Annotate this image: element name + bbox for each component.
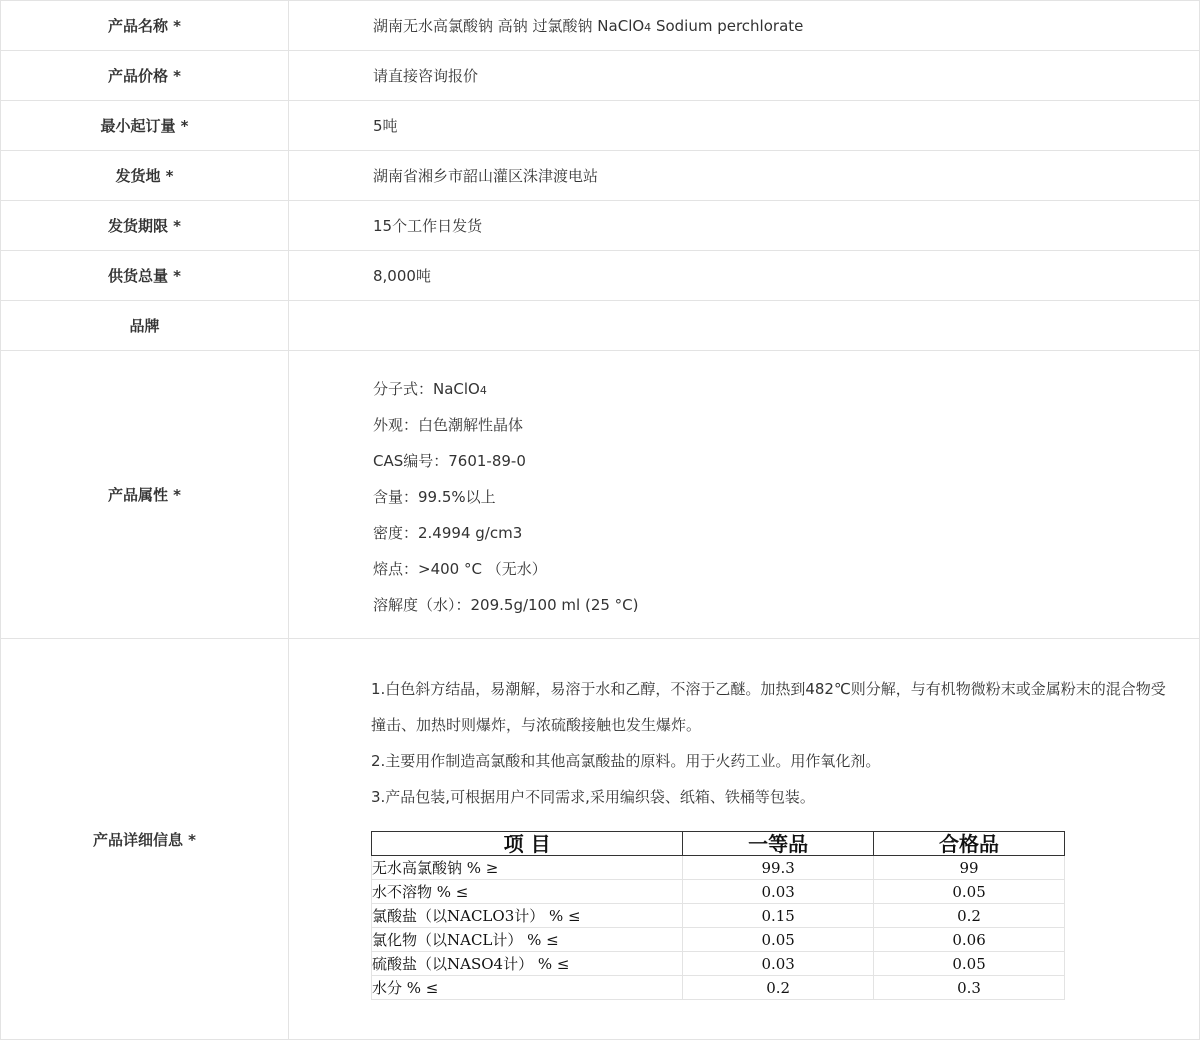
value-supply-total: 8,000吨 xyxy=(289,251,1200,301)
value-ship-from: 湖南省湘乡市韶山灌区洙津渡电站 xyxy=(289,151,1200,201)
grade-header-qualified: 合格品 xyxy=(874,832,1065,856)
attribute-melting-point: 熔点：>400 °C （无水） xyxy=(373,559,547,578)
product-name-subscript: 4 xyxy=(644,21,652,34)
label-min-order: 最小起订量 * xyxy=(1,101,289,151)
grade-cell-name: 氯化物（以NACL计） % ≤ xyxy=(372,928,683,952)
grade-cell-qualified: 0.3 xyxy=(874,976,1065,1000)
details-content xyxy=(289,639,1199,1000)
label-product-name: 产品名称 * xyxy=(1,1,289,51)
details-paragraph-1: 1.白色斜方结晶，易潮解，易溶于水和乙醇，不溶于乙醚。加热到482℃则分解，与有机物微粉末或金属粉末的混合物受撞击、加热时则爆炸，与浓硫酸接触也发生爆炸。 xyxy=(371,680,1166,734)
details-paragraph-3: 3.产品包装,可根据用户不同需求,采用编织袋、纸箱、铁桶等包装。 xyxy=(371,788,815,806)
attribute-density: 密度：2.4994 g/cm3 xyxy=(373,523,523,542)
grade-cell-name: 水不溶物 % ≤ xyxy=(372,880,683,904)
attribute-content: 含量：99.5%以上 xyxy=(373,487,496,506)
grade-header-first: 一等品 xyxy=(683,832,874,856)
grade-row xyxy=(372,976,1065,1000)
attribute-solubility: 溶解度（水）：209.5g/100 ml (25 °C) xyxy=(373,595,639,614)
row-min-order xyxy=(1,101,1200,151)
grade-cell-first: 0.05 xyxy=(683,928,874,952)
grade-cell-name: 氯酸盐（以NACLO3计） % ≤ xyxy=(372,904,683,928)
grade-cell-qualified: 0.2 xyxy=(874,904,1065,928)
details-paragraph-2: 2.主要用作制造高氯酸和其他高氯酸盐的原料。用于火药工业。用作氧化剂。 xyxy=(371,752,881,770)
grade-cell-first: 0.03 xyxy=(683,880,874,904)
formula-subscript: 4 xyxy=(479,383,487,397)
grade-cell-first: 0.2 xyxy=(683,976,874,1000)
label-ship-from: 发货地 * xyxy=(1,151,289,201)
row-price xyxy=(1,51,1200,101)
grade-header-item: 项 目 xyxy=(372,832,683,856)
grade-row xyxy=(372,928,1065,952)
grade-cell-name: 无水高氯酸钠 % ≥ xyxy=(372,856,683,880)
row-details xyxy=(1,639,1200,1040)
label-price: 产品价格 * xyxy=(1,51,289,101)
grade-cell-first: 0.15 xyxy=(683,904,874,928)
label-ship-time: 发货期限 * xyxy=(1,201,289,251)
grade-row xyxy=(372,904,1065,928)
grade-table-header xyxy=(372,832,1065,856)
grade-cell-name: 水分 % ≤ xyxy=(372,976,683,1000)
grade-cell-qualified: 0.06 xyxy=(874,928,1065,952)
row-ship-time xyxy=(1,201,1200,251)
row-product-name xyxy=(1,1,1200,51)
label-brand: 品牌 xyxy=(1,301,289,351)
product-name-main: 湖南无水高氯酸钠 高钠 过氯酸钠 NaClO xyxy=(373,17,645,35)
attribute-appearance: 外观：白色潮解性晶体 xyxy=(373,415,524,434)
value-price: 请直接咨询报价 xyxy=(289,51,1200,101)
grade-cell-qualified: 0.05 xyxy=(874,880,1065,904)
attribute-list xyxy=(373,367,1199,623)
row-attributes xyxy=(1,351,1200,639)
label-supply-total: 供货总量 * xyxy=(1,251,289,301)
grade-cell-first: 99.3 xyxy=(683,856,874,880)
grade-cell-name: 硫酸盐（以NASO4计） % ≤ xyxy=(372,952,683,976)
grade-row xyxy=(372,856,1065,880)
label-details: 产品详细信息 * xyxy=(1,639,289,1040)
row-brand xyxy=(1,301,1200,351)
grade-cell-first: 0.03 xyxy=(683,952,874,976)
row-ship-from xyxy=(1,151,1200,201)
grade-row xyxy=(372,880,1065,904)
attribute-cas: CAS编号：7601-89-0 xyxy=(373,451,526,470)
grade-cell-qualified: 99 xyxy=(874,856,1065,880)
formula-text: 分子式：NaClO xyxy=(373,379,480,398)
value-brand xyxy=(289,301,1200,351)
value-details xyxy=(289,639,1200,1040)
grade-row xyxy=(372,952,1065,976)
attribute-formula xyxy=(373,371,1199,407)
grade-cell-qualified: 0.05 xyxy=(874,952,1065,976)
value-product-name xyxy=(289,1,1200,51)
product-name-tail: Sodium perchlorate xyxy=(651,17,804,35)
grade-table xyxy=(371,831,1065,1000)
value-min-order: 5吨 xyxy=(289,101,1200,151)
label-attributes: 产品属性 * xyxy=(1,351,289,639)
value-attributes xyxy=(289,351,1200,639)
row-supply-total xyxy=(1,251,1200,301)
value-ship-time: 15个工作日发货 xyxy=(289,201,1200,251)
